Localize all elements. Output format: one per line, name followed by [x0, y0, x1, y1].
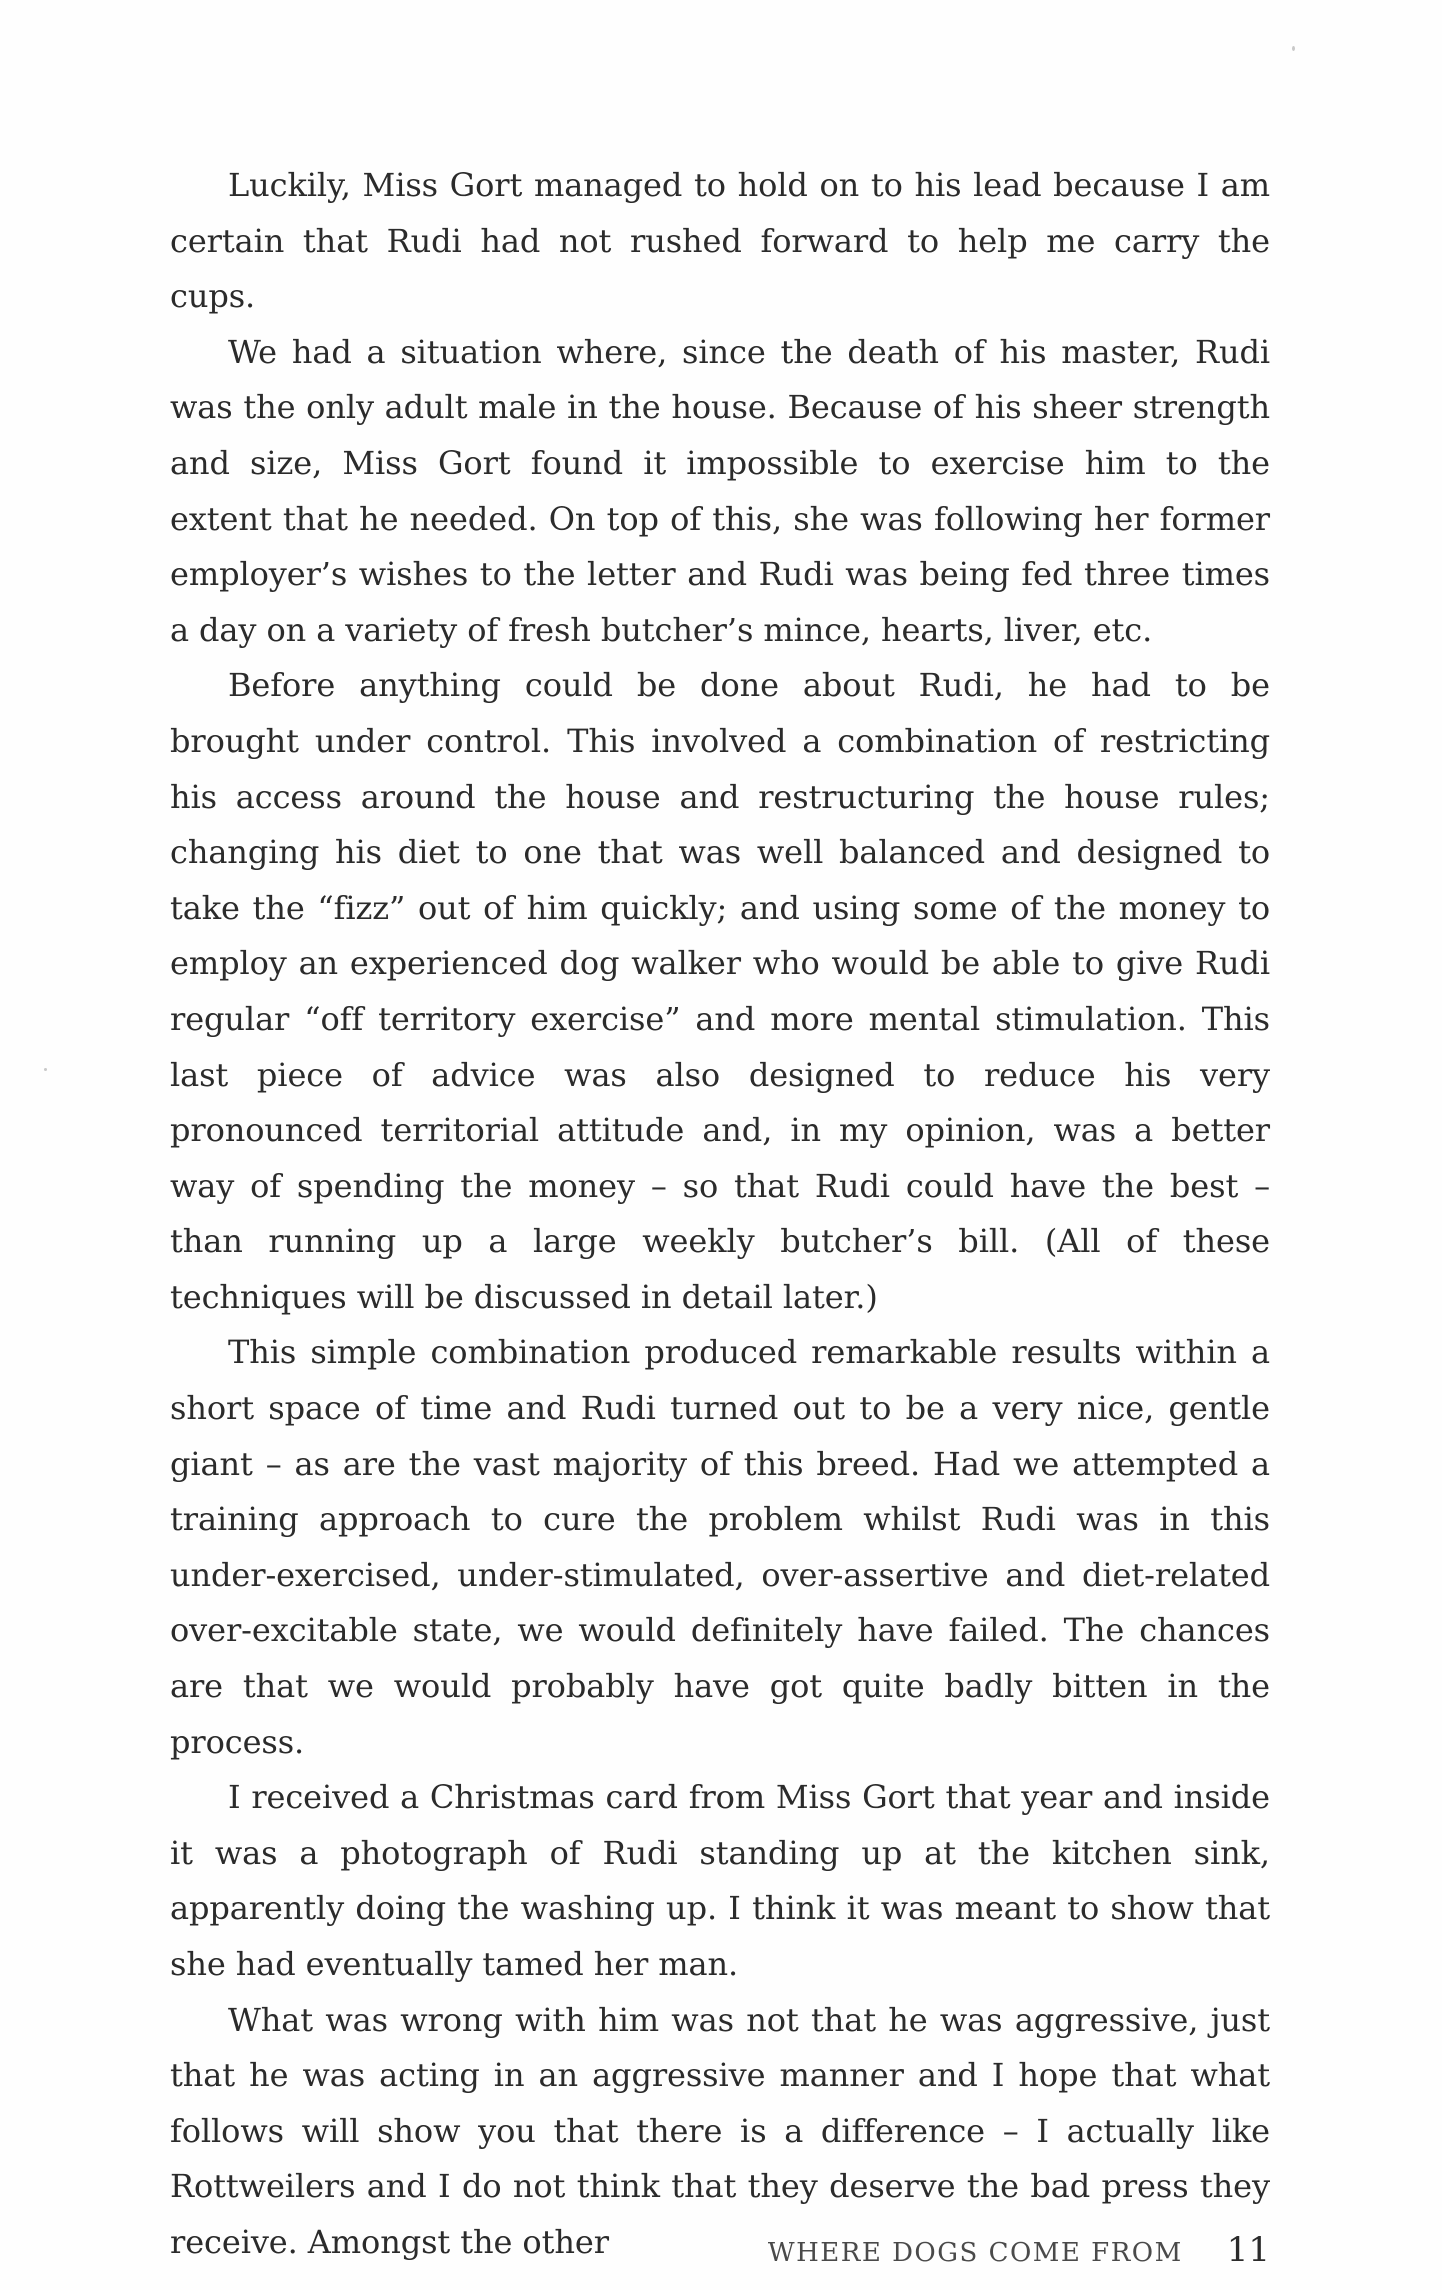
paragraph: Luckily, Miss Gort managed to hold on to his lead because I am certain that Rudi had not rushed forward to help me carry the cups.	[170, 166, 1270, 316]
paper-speck	[1292, 46, 1295, 51]
paragraph: This simple combination produced remarkable results within a short space of time and Rudi turned out to be a very nice, gentle giant – as are the vast majority of this breed. Had we attempted a training approach to cure the problem whilst Rudi was in this under-exercised, under-stimulated, over-assertive and diet-related over-excitable state, we would definitely have failed. The chances are that we would probably have got quite badly bitten in the process.	[170, 1333, 1270, 1761]
running-head: WHERE DOGS COME FROM	[767, 2238, 1183, 2268]
page-number: 11	[1226, 2230, 1270, 2270]
paragraph: I received a Christmas card from Miss Gort that year and inside it was a photograph of Rudi standing up at the kitchen sink, apparently doing the washing up. I think it was meant to show that she had eventually tamed her man.	[170, 1778, 1270, 1983]
paper-speck	[44, 1068, 47, 1071]
paragraph: We had a situation where, since the death of his master, Rudi was the only adult male in the house. Because of his sheer strength and size, Miss Gort found it impossible to exercise him to the extent that he needed. On top of this, she was following her former employer’s wishes to the letter and Rudi was being fed three times a day on a variety of fresh butcher’s mince, hearts, liver, etc.	[170, 332, 1270, 649]
paragraph: Before anything could be done about Rudi, he had to be brought under control. This involved a combination of restricting his access around the house and restructuring the house rules; changing his diet to one that was well balanced and designed to take the “fizz” out of him quickly; and using some of the money to employ an experienced dog walker who would be able to give Rudi regular “off territory exercise” and more mental stimulation. This last piece of advice was also designed to reduce his very pronounced territorial attitude and, in my opinion, was a better way of spending the money – so that Rudi could have the best – than running up a large weekly butcher’s bill. (All of these techniques will be discussed in detail later.)	[170, 666, 1270, 1316]
paragraph: What was wrong with him was not that he was aggressive, just that he was acting in an aggressive manner and I hope that what follows will show you that there is a difference – I actually like Rottweilers and I do not think that they deserve the bad press they receive. Amongst the other	[170, 2000, 1270, 2261]
body-text	[170, 158, 1270, 2271]
page-footer	[0, 2230, 1270, 2274]
